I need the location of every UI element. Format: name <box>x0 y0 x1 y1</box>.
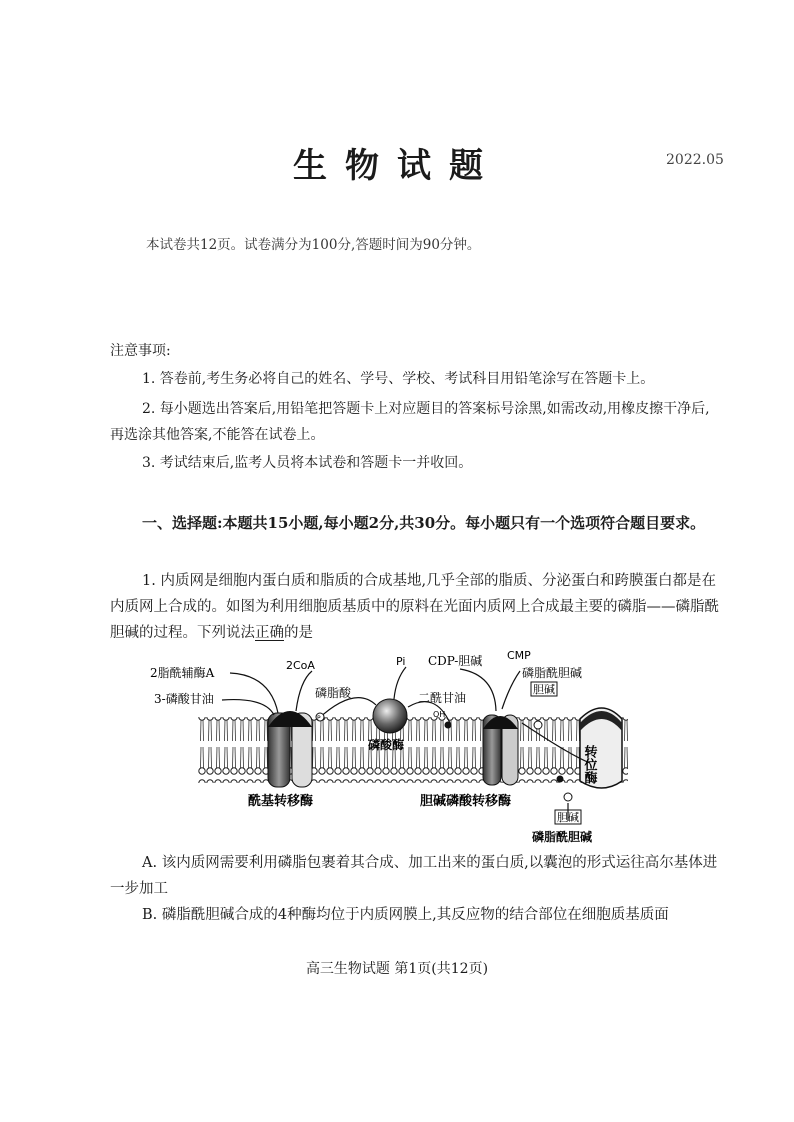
question-stem-end: 的是 <box>284 625 313 641</box>
exam-date: 2022.05 <box>666 152 724 168</box>
notice-item-text: 3. 考试结束后,监考人员将本试卷和答题卡一并收回。 <box>142 455 473 471</box>
option-a <box>110 850 720 902</box>
label-pc-top: 磷脂酰胆碱 <box>522 666 583 680</box>
label-coa: 2CoA <box>286 659 315 672</box>
label-diacylglycerol: 二酰甘油 <box>418 691 467 705</box>
label-choline-bottom: 胆碱 <box>557 811 579 824</box>
label-choline-phosphotransferase: 胆碱磷酸转移酶 <box>420 794 512 809</box>
exam-intro: 本试卷共12页。试卷满分为100分,答题时间为90分钟。 <box>146 237 481 253</box>
label-choline-top: 胆碱 <box>533 683 555 696</box>
label-glycerol-3-phosphate: 3-磷酸甘油 <box>154 692 214 706</box>
choline-phosphotransferase-protein <box>483 715 518 785</box>
label-fatty-acyl-coa: 2脂酰辅酶A <box>150 666 215 680</box>
notice-item <box>110 366 720 392</box>
notice-item <box>110 396 720 448</box>
option-b-text: B. 磷脂酰胆碱合成的4种酶均位于内质网膜上,其反应物的结合部位在细胞质基质面 <box>142 907 669 923</box>
membrane-diagram <box>150 645 660 845</box>
label-pc-bottom: 磷脂酰胆碱 <box>532 830 593 844</box>
notice-heading: 注意事项: <box>110 343 171 359</box>
question-stem-text: 1. 内质网是细胞内蛋白质和脂质的合成基地,几乎全部的脂质、分泌蛋白和跨膜蛋白都是在内质网上合成的。如图为利用细胞质基质中的原料在光面内质网上合成最主要的磷脂——磷脂酰胆碱的过程。下列说法 <box>110 573 719 641</box>
label-flippase: 转位酶 <box>581 745 597 784</box>
question-stem-emphasis: 正确 <box>255 625 284 641</box>
notice-item <box>110 450 720 476</box>
label-phosphatidic-acid: 磷脂酸 <box>315 686 352 700</box>
lipid-bilayer <box>198 717 628 783</box>
label-phosphatase: 磷酸酶 <box>368 738 405 752</box>
acyltransferase-protein <box>268 711 312 787</box>
label-oh: OH <box>433 710 446 719</box>
page-title: 生物试题 <box>293 146 501 186</box>
phosphatase-protein <box>373 699 407 733</box>
question-stem <box>110 568 720 646</box>
notice-item-text: 2. 每小题选出答案后,用铅笔把答题卡上对应题目的答案标号涂黑,如需改动,用橡皮擦干净后,再选涂其他答案,不能答在试卷上。 <box>110 401 710 443</box>
label-cdp-choline: CDP-胆碱 <box>428 654 483 668</box>
notice-item-text: 1. 答卷前,考生务必将自己的姓名、学号、学校、考试科目用铅笔涂写在答题卡上。 <box>142 371 655 387</box>
label-pi: Pi <box>396 655 406 668</box>
label-acyltransferase: 酰基转移酶 <box>248 794 314 809</box>
page-footer: 高三生物试题 第1页(共12页) <box>305 961 489 977</box>
label-cmp: CMP <box>507 649 531 662</box>
section-heading-text: 一、选择题:本题共15小题,每小题2分,共30分。每小题只有一个选项符合题目要求。 <box>142 514 706 532</box>
option-b <box>110 902 720 928</box>
phosphate-symbol: P <box>317 715 321 722</box>
option-a-text: A. 该内质网需要利用磷脂包裹着其合成、加工出来的蛋白质,以囊泡的形式运往高尔基体进一步加工 <box>110 855 718 897</box>
section-heading <box>110 508 720 538</box>
